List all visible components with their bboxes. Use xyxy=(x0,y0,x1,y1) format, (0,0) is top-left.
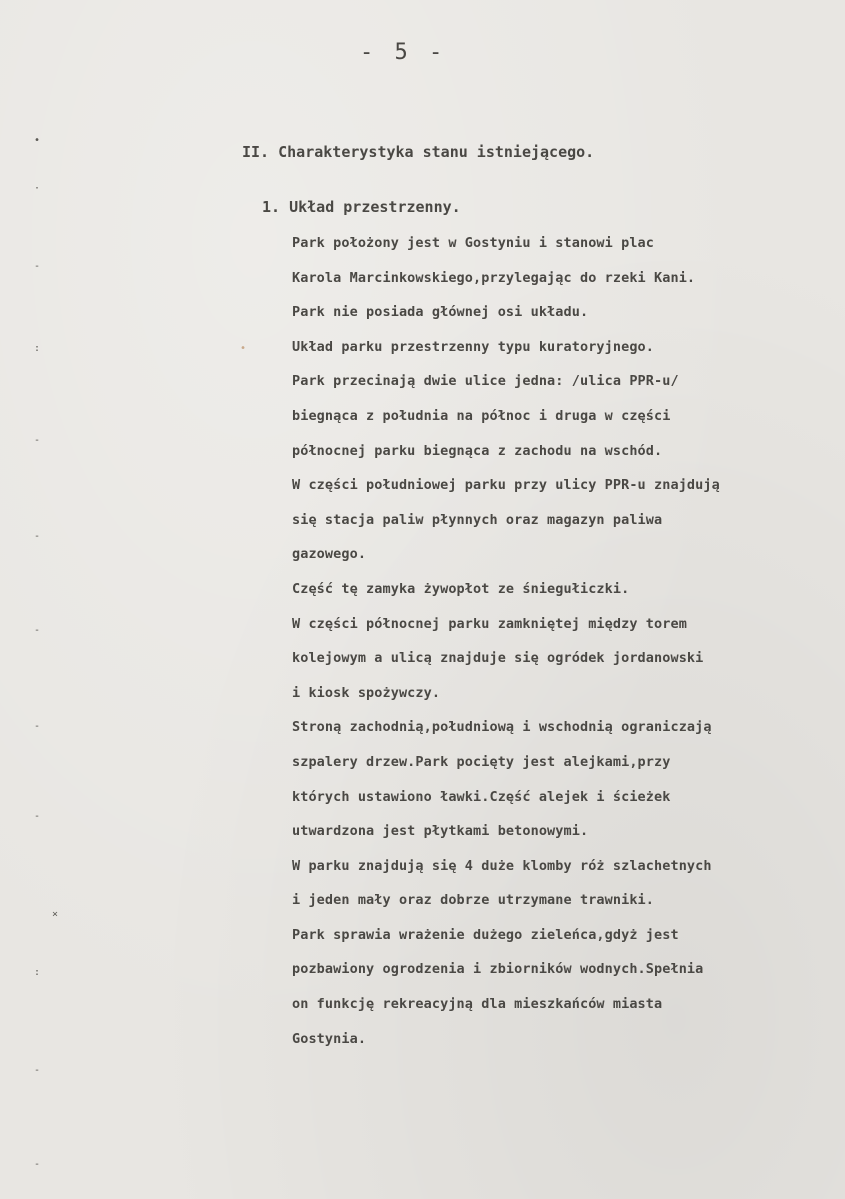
text-line: biegnąca z południa na północ i druga w części xyxy=(292,407,671,424)
margin-mark: - xyxy=(34,531,41,542)
section-heading: II. Charakterystyka stanu istniejącego. xyxy=(242,143,595,161)
text-line: Karola Marcinkowskiego,przylegając do rzeki Kani. xyxy=(292,269,696,286)
body-text xyxy=(292,232,832,1062)
text-line: W parku znajdują się 4 duże klomby róż szlachetnych xyxy=(292,857,712,874)
text-line: Park sprawia wrażenie dużego zieleńca,gdyż jest xyxy=(292,926,679,943)
text-line: których ustawiono ławki.Część alejek i ścieżek xyxy=(292,788,671,805)
margin-mark: - xyxy=(34,721,41,732)
text-line: W części południowej parku przy ulicy PPR-u znajdują xyxy=(292,477,720,494)
text-line: północnej parku biegnąca z zachodu na wschód. xyxy=(292,442,663,459)
margin-mark: : xyxy=(34,967,41,978)
subsection-heading: 1. Układ przestrzenny. xyxy=(262,198,461,216)
text-line: się stacja paliw płynnych oraz magazyn paliwa xyxy=(292,511,663,528)
text-line: W części północnej parku zamkniętej między torem xyxy=(292,615,687,632)
text-line: Park położony jest w Gostyniu i stanowi plac xyxy=(292,235,655,251)
text-line: Gostynia. xyxy=(292,1030,367,1047)
text-line: kolejowym a ulicą znajduje się ogródek jordanowski xyxy=(292,650,704,667)
margin-mark: - xyxy=(34,811,41,822)
margin-mark: - xyxy=(34,435,41,446)
text-line: gazowego. xyxy=(292,546,367,563)
margin-mark: · xyxy=(34,183,41,194)
margin-mark: - xyxy=(34,1065,41,1076)
page-number: - 5 - xyxy=(360,40,447,65)
text-line: Park nie posiada głównej osi układu. xyxy=(292,304,589,321)
margin-mark: - xyxy=(34,625,41,636)
margin-mark: : xyxy=(34,343,41,354)
text-line: szpalery drzew.Park pocięty jest alejkami,przy xyxy=(292,753,671,770)
text-line: Układ parku przestrzenny typu kuratoryjnego. xyxy=(292,338,655,355)
text-line: i jeden mały oraz dobrze utrzymane trawniki. xyxy=(292,892,655,909)
text-line: pozbawiony ogrodzenia i zbiorników wodnych.Spełnia xyxy=(292,961,704,978)
margin-mark: • xyxy=(34,135,41,146)
text-line: on funkcję rekreacyjną dla mieszkańców miasta xyxy=(292,996,663,1013)
text-line: i kiosk spożywczy. xyxy=(292,684,441,701)
margin-mark: - xyxy=(34,1159,41,1170)
ink-dot: • xyxy=(240,343,247,354)
margin-mark: - xyxy=(34,261,41,272)
text-line: Stroną zachodnią,południową i wschodnią ograniczają xyxy=(292,719,712,736)
text-line: utwardzona jest płytkami betonowymi. xyxy=(292,823,589,840)
margin-mark: × xyxy=(52,909,59,920)
text-line: Część tę zamyka żywopłot ze śniegułiczki. xyxy=(292,580,630,597)
text-line: Park przecinają dwie ulice jedna: /ulica PPR-u/ xyxy=(292,373,679,390)
